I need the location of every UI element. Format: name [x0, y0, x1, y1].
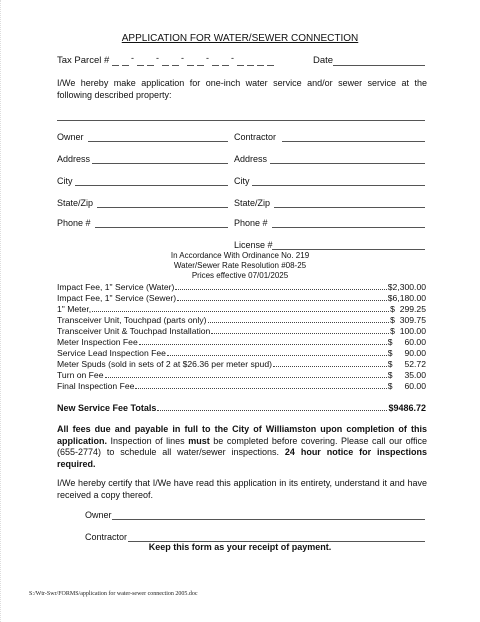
license-field[interactable] [272, 249, 425, 250]
file-path-footer: S:/Wtr-Swr/FORMS/application for water-sewer connection 2005.doc [29, 591, 198, 597]
owner-phone-field[interactable] [95, 227, 228, 228]
fee-row [57, 293, 426, 303]
fee-amount: $6,180.00 [387, 293, 426, 303]
contractor-phone-field[interactable] [272, 227, 425, 228]
fee-label: Impact Fee, 1" Service (Sewer) [57, 293, 177, 303]
license-label: License # [234, 240, 273, 250]
contractor-city-field[interactable] [252, 185, 425, 186]
page-edge [0, 0, 2, 622]
leader-dots [175, 289, 386, 290]
fee-row [57, 315, 426, 325]
ordinance-line: In Accordance With Ordinance No. 219 [170, 251, 310, 260]
owner-city-label: City [57, 176, 73, 186]
leader-dots [135, 388, 386, 389]
fee-amount: $ 52.72 [387, 359, 426, 369]
property-field[interactable] [57, 120, 425, 121]
fee-row [57, 370, 426, 380]
fee-label: Meter Spuds (sold in sets of 2 at $26.36 per meter spud) [57, 359, 272, 369]
receipt-note: Keep this form as your receipt of payment. [148, 542, 332, 552]
leader-dots [92, 311, 389, 312]
leader-dots [177, 300, 387, 301]
date-label: Date [313, 55, 334, 66]
payment-notice [57, 424, 427, 470]
total-row [57, 403, 426, 413]
fee-amount: $ 299.25 [390, 304, 426, 314]
contractor-label: Contractor [234, 132, 277, 142]
contractor-address-label: Address [234, 154, 268, 164]
fee-label: Impact Fee, 1" Service (Water) [57, 282, 175, 292]
fee-label: Meter Inspection Fee [57, 337, 138, 347]
sign-owner-label: Owner [85, 510, 112, 520]
date-field[interactable] [333, 65, 425, 66]
fee-amount: $ 60.00 [387, 381, 426, 391]
total-label: New Service Fee Totals [57, 403, 157, 413]
notice-bold-24hr: 24 hour notice for inspections required. [57, 447, 427, 469]
notice-bold-must: must [188, 435, 210, 446]
contractor-phone-label: Phone # [234, 218, 268, 228]
fee-row [57, 359, 426, 369]
contractor-city-label: City [234, 176, 250, 186]
notice-text-1: Inspection of lines [107, 435, 189, 446]
owner-city-field[interactable] [75, 185, 228, 186]
contractor-field[interactable] [282, 141, 425, 142]
rate-resolution-line: Water/Sewer Rate Resolution #08-25 [173, 261, 307, 270]
fee-label: Transceiver Unit & Touchpad Installation [57, 326, 211, 336]
fee-row [57, 381, 426, 391]
owner-field[interactable] [88, 141, 228, 142]
owner-address-field[interactable] [92, 163, 228, 164]
fee-amount: $ 90.00 [387, 348, 426, 358]
fee-amount: $ 309.75 [390, 315, 426, 325]
owner-label: Owner [57, 132, 84, 142]
leader-dots [167, 355, 387, 356]
form-title: APPLICATION FOR WATER/SEWER CONNECTION [121, 33, 359, 44]
owner-state-zip-label: State/Zip [57, 198, 94, 208]
total-amount: $9486.72 [388, 403, 426, 413]
fee-amount: $ 35.00 [387, 370, 426, 380]
owner-phone-label: Phone # [57, 218, 91, 228]
sign-contractor-label: Contractor [85, 532, 128, 542]
contractor-state-zip-label: State/Zip [234, 198, 271, 208]
notice-bold-payment: All fees due and payable in full to the City of Williamston upon completion of this application. [57, 424, 427, 446]
fee-label: Turn on Fee [57, 370, 104, 380]
fee-row [57, 337, 426, 347]
leader-dots [105, 377, 387, 378]
fee-row [57, 282, 426, 292]
owner-address-label: Address [57, 154, 91, 164]
fee-row [57, 348, 426, 358]
fee-label: 1" Meter, [57, 304, 92, 314]
owner-state-zip-field[interactable] [97, 207, 228, 208]
prices-effective-line: Prices effective 07/01/2025 [191, 271, 289, 280]
notice-text-2: be completed before covering. Please call our office (655-2774) to schedule all water/sewer inspections. [57, 435, 427, 457]
leader-dots [208, 322, 390, 323]
fee-row [57, 304, 426, 314]
fee-label: Final Inspection Fee [57, 381, 135, 391]
tax-parcel-field[interactable]: - - - - - [112, 55, 282, 67]
tax-parcel-label: Tax Parcel # [57, 55, 110, 66]
fee-amount: $ 100.00 [390, 326, 426, 336]
fee-label: Service Lead Inspection Fee [57, 348, 166, 358]
fee-amount: $2,300.00 [387, 282, 426, 292]
fee-amount: $ 60.00 [387, 337, 426, 347]
intro-text: I/We hereby make application for one-inch water service and/or sewer service at the following described property: [57, 78, 427, 100]
owner-signature-field[interactable] [112, 519, 425, 520]
fee-label: Transceiver Unit, Touchpad (parts only) [57, 315, 207, 325]
leader-dots [211, 333, 389, 334]
contractor-address-field[interactable] [270, 163, 425, 164]
leader-dots [157, 410, 387, 411]
leader-dots [139, 344, 387, 345]
certify-text: I/We hereby certify that I/We have read this application in its entirety, understand it and have received a copy thereof. [57, 478, 427, 500]
leader-dots [273, 366, 387, 367]
contractor-state-zip-field[interactable] [274, 207, 425, 208]
fee-row [57, 326, 426, 336]
